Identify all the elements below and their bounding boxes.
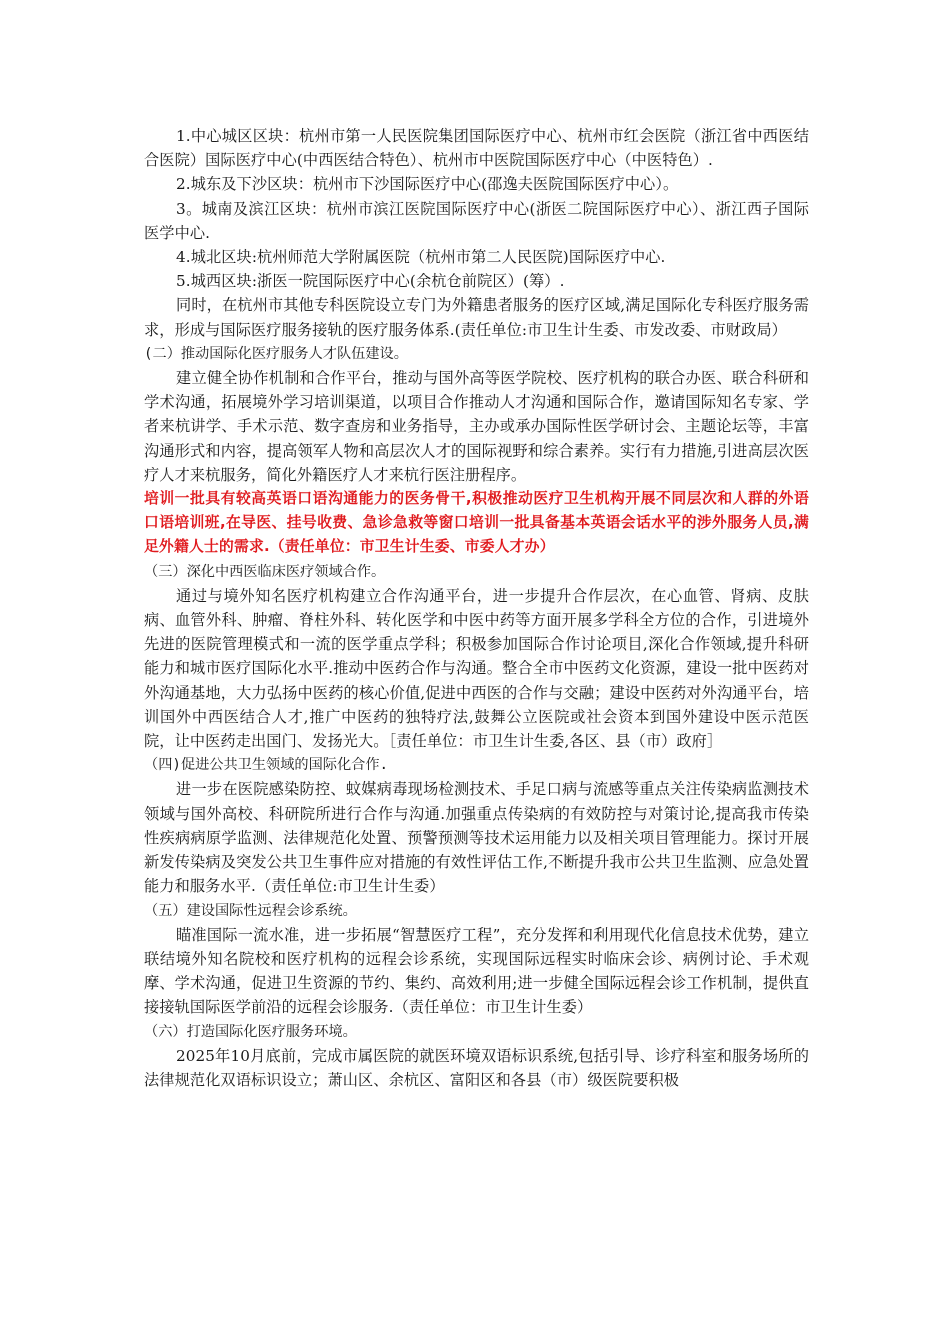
paragraph-central-district: 1.中心城区区块：杭州市第一人民医院集团国际医疗中心、杭州市红会医院（浙江省中西医结合医院）国际医疗中心(中西医结合特色）、杭州市中医院国际医疗中心（中医特色）. — [144, 127, 809, 170]
paragraph-clinical-cooperation: 通过与境外知名医疗机构建立合作沟通平台，进一步提升合作层次，在心血管、肾病、皮肤病、血管外科、肿瘤、脊柱外科、转化医学和中医中药等方面开展多学科全方位的合作，引进境外先进的医院管理模式和一流的医学重点学科；积极参加国际合作讨论项目,深化合作领域,提升科研能力和城市医疗国际化水平.推动中医药合作与沟通。整合全市中医药文化资源，建设一批中医药对外沟通基地，大力弘扬中医药的核心价值,促进中西医的合作与交融；建设中医药对外沟通平台，培训国外中西医结合人才,推广中医药的独特疗法,鼓舞公立医院或社会资本到国外建设中医示范医院，让中医药走出国门、发扬光大。［责任单位：市卫生计生委,各区、县（市）政府］ — [144, 586, 809, 751]
paragraph-public-health: 进一步在医院感染防控、蚊媒病毒现场检测技术、手足口病与流感等重点关注传染病监测技术领域与国外高校、科研院所进行合作与沟通.加强重点传染病的有效防控与对策讨论,提高我市传染性疾病病原学监测、法律规范化处置、预警预测等技术运用能力以及相关项目管理能力。探讨开展新发传染病及突发公共卫生事件应对措施的有效性评估工作,不断提升我市公共卫生监测、应急处置能力和服务水平.（责任单位:市卫生计生委） — [144, 780, 809, 896]
paragraph-specialty-hospitals: 同时，在杭州市其他专科医院设立专门为外籍患者服务的医疗区域,满足国际化专科医疗服务需求，形成与国际医疗服务接轨的医疗服务体系.(责任单位:市卫生计生委、市发改委、市财政局） — [144, 296, 809, 339]
paragraph-talent-cooperation: 建立健全协作机制和合作平台，推动与国外高等医学院校、医疗机构的联合办医、联合科研和学术沟通，拓展境外学习培训渠道，以项目合作推动人才沟通和国际合作，邀请国际知名专家、学者来杭讲学、手术示范、数字查房和业务指导，主办或承办国际性医学研讨会、主题论坛等，丰富沟通形式和内容，提高领军人物和高层次人才的国际视野和综合素养。实行有力措施,引进高层次医疗人才来杭服务，简化外籍医疗人才来杭行医注册程序。 — [144, 369, 809, 484]
paragraph-north-district: 4.城北区块:杭州师范大学附属医院（杭州市第二人民医院)国际医疗中心. — [176, 248, 666, 267]
paragraph-remote-consultation: 瞄准国际一流水准，进一步拓展“智慧医疗工程”，充分发挥和利用现代化信息技术优势，建立联结境外知名院校和医疗机构的远程会诊系统，实现国际远程实时临床会诊、病例讨论、手术观摩、学术沟通，促进卫生资源的节约、集约、高效利用;进一步健全国际远程会诊工作机制，提供直接接轨国际医学前沿的远程会诊服务.（责任单位：市卫生计生委） — [144, 925, 809, 1017]
paragraph-highlighted-training: 培训一批具有较高英语口语沟通能力的医务骨干,积极推动医疗卫生机构开展不同层次和人群的外语口语培训班,在导医、挂号收费、急诊急救等窗口培训一批具备基本英语会话水平的涉外服务人员,满足外籍人士的需求.（责任单位：市卫生计生委、市委人才办） — [144, 490, 809, 556]
paragraph-service-environment: 2025年10月底前，完成市属医院的就医环境双语标识系统,包括引导、诊疗科室和服务场所的法律规范化双语标识设立；萧山区、余杭区、富阳区和各县（市）级医院要积极 — [144, 1046, 809, 1089]
section-heading-4: （四)促进公共卫生领域的国际化合作. — [144, 757, 389, 774]
section-heading-5: （五）建设国际性远程会诊系统。 — [144, 902, 357, 919]
paragraph-east-district: 2.城东及下沙区块：杭州市下沙国际医疗中心(邵逸夫医院国际医疗中心）。 — [176, 175, 679, 194]
section-heading-3: （三）深化中西医临床医疗领域合作。 — [144, 563, 386, 580]
document-page — [144, 124, 809, 1092]
paragraph-west-district: 5.城西区块:浙医一院国际医疗中心(余杭仓前院区）(筹）. — [176, 272, 565, 291]
section-heading-6: （六）打造国际化医疗服务环境。 — [144, 1023, 357, 1040]
section-heading-2: (二）推动国际化医疗服务人才队伍建设。 — [144, 345, 408, 362]
paragraph-south-district: 3。城南及滨江区块：杭州市滨江医院国际医疗中心(浙医二院国际医疗中心）、浙江西子国际医学中心. — [144, 199, 809, 242]
